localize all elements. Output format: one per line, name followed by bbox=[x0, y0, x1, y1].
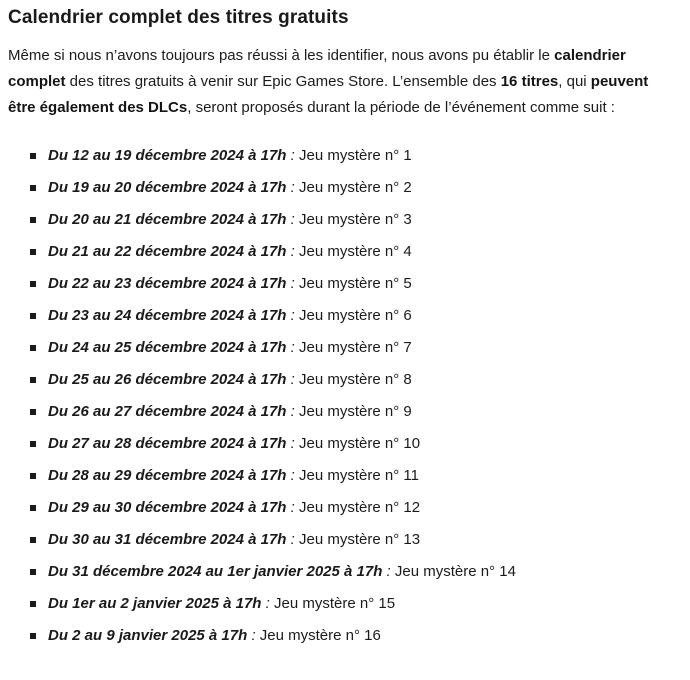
intro-paragraph bbox=[8, 43, 670, 121]
square-bullet-icon bbox=[30, 473, 36, 479]
square-bullet-icon bbox=[30, 633, 36, 639]
schedule-item-label: Jeu mystère n° 16 bbox=[259, 627, 381, 644]
schedule-item-separator: : bbox=[286, 307, 299, 324]
schedule-item-separator: : bbox=[286, 243, 299, 260]
square-bullet-icon bbox=[30, 409, 36, 415]
schedule-item-label: Jeu mystère n° 10 bbox=[299, 435, 421, 452]
square-bullet-icon bbox=[30, 345, 36, 351]
schedule-item bbox=[30, 274, 670, 294]
intro-bold-text: peuvent être également des DLCs bbox=[8, 73, 649, 116]
schedule-item-separator: : bbox=[286, 371, 299, 388]
square-bullet-icon bbox=[30, 601, 36, 607]
schedule-item-label: Jeu mystère n° 8 bbox=[299, 371, 412, 388]
schedule-item-label: Jeu mystère n° 15 bbox=[273, 595, 396, 612]
schedule-item-separator: : bbox=[286, 435, 299, 452]
square-bullet-icon bbox=[30, 441, 36, 447]
schedule-item-date: Du 27 au 28 décembre 2024 à 17h bbox=[48, 435, 287, 452]
schedule-item-separator: : bbox=[261, 595, 274, 612]
schedule-item bbox=[30, 626, 670, 646]
square-bullet-icon bbox=[30, 569, 36, 575]
schedule-item-separator: : bbox=[286, 147, 299, 164]
square-bullet-icon bbox=[30, 185, 36, 191]
schedule-item-label: Jeu mystère n° 14 bbox=[394, 563, 516, 580]
schedule-item-date: Du 2 au 9 janvier 2025 à 17h bbox=[48, 627, 248, 644]
schedule-item-separator: : bbox=[247, 627, 260, 644]
schedule-item-separator: : bbox=[286, 275, 299, 292]
schedule-item-label: Jeu mystère n° 6 bbox=[299, 307, 412, 324]
schedule-item bbox=[30, 306, 670, 326]
intro-text: , seront proposés durant la période de l’événement comme suit : bbox=[187, 99, 615, 116]
schedule-item-date: Du 30 au 31 décembre 2024 à 17h bbox=[48, 531, 287, 548]
schedule-item bbox=[30, 466, 670, 486]
schedule-item-label: Jeu mystère n° 5 bbox=[299, 275, 412, 292]
schedule-item-date: Du 21 au 22 décembre 2024 à 17h bbox=[48, 243, 287, 260]
schedule-item bbox=[30, 146, 670, 166]
schedule-item-date: Du 20 au 21 décembre 2024 à 17h bbox=[48, 211, 287, 228]
schedule-item bbox=[30, 562, 670, 582]
intro-bold-text: 16 titres bbox=[500, 73, 559, 90]
schedule-item bbox=[30, 210, 670, 230]
schedule-item-label: Jeu mystère n° 3 bbox=[299, 211, 412, 228]
square-bullet-icon bbox=[30, 153, 36, 159]
schedule-item-date: Du 25 au 26 décembre 2024 à 17h bbox=[48, 371, 287, 388]
schedule-item-date: Du 19 au 20 décembre 2024 à 17h bbox=[48, 179, 287, 196]
schedule-item bbox=[30, 498, 670, 518]
schedule-item-date: Du 24 au 25 décembre 2024 à 17h bbox=[48, 339, 287, 356]
schedule-item-date: Du 29 au 30 décembre 2024 à 17h bbox=[48, 499, 287, 516]
intro-text: , qui bbox=[558, 73, 591, 90]
schedule-item bbox=[30, 434, 670, 454]
square-bullet-icon bbox=[30, 377, 36, 383]
schedule-item-date: Du 26 au 27 décembre 2024 à 17h bbox=[48, 403, 287, 420]
schedule-item-date: Du 12 au 19 décembre 2024 à 17h bbox=[48, 147, 287, 164]
schedule-item bbox=[30, 370, 670, 390]
section-title: Calendrier complet des titres gratuits bbox=[8, 7, 349, 28]
schedule-item bbox=[30, 338, 670, 358]
schedule-item-separator: : bbox=[286, 531, 299, 548]
schedule-item bbox=[30, 178, 670, 198]
schedule-item-separator: : bbox=[286, 499, 299, 516]
schedule-item bbox=[30, 530, 670, 550]
schedule-item-separator: : bbox=[286, 211, 299, 228]
intro-text: Même si nous n’avons toujours pas réussi à les identifier, nous avons pu établir le bbox=[8, 47, 555, 64]
intro-text: des titres gratuits à venir sur Epic Games Store. L’ensemble des bbox=[65, 73, 501, 90]
schedule-item bbox=[30, 402, 670, 422]
schedule-item-date: Du 1er au 2 janvier 2025 à 17h bbox=[48, 595, 262, 612]
square-bullet-icon bbox=[30, 217, 36, 223]
schedule-item-separator: : bbox=[382, 563, 395, 580]
schedule-item-separator: : bbox=[286, 467, 299, 484]
schedule-item-date: Du 22 au 23 décembre 2024 à 17h bbox=[48, 275, 287, 292]
schedule-item-separator: : bbox=[286, 339, 299, 356]
schedule-item-date: Du 31 décembre 2024 au 1er janvier 2025 à 17h bbox=[48, 563, 383, 580]
schedule-item-date: Du 28 au 29 décembre 2024 à 17h bbox=[48, 467, 287, 484]
schedule-item-label: Jeu mystère n° 12 bbox=[299, 499, 421, 516]
schedule-item bbox=[30, 594, 670, 614]
schedule-list bbox=[8, 146, 670, 646]
square-bullet-icon bbox=[30, 249, 36, 255]
square-bullet-icon bbox=[30, 313, 36, 319]
intro-bold-text: calendrier complet bbox=[8, 47, 626, 90]
schedule-item-label: Jeu mystère n° 4 bbox=[299, 243, 412, 260]
schedule-item-label: Jeu mystère n° 2 bbox=[299, 179, 412, 196]
square-bullet-icon bbox=[30, 505, 36, 511]
schedule-item-label: Jeu mystère n° 7 bbox=[299, 339, 412, 356]
schedule-item-date: Du 23 au 24 décembre 2024 à 17h bbox=[48, 307, 287, 324]
square-bullet-icon bbox=[30, 537, 36, 543]
schedule-item-label: Jeu mystère n° 9 bbox=[299, 403, 412, 420]
square-bullet-icon bbox=[30, 281, 36, 287]
schedule-item-label: Jeu mystère n° 11 bbox=[299, 467, 419, 484]
schedule-item-label: Jeu mystère n° 13 bbox=[299, 531, 421, 548]
schedule-item-separator: : bbox=[286, 179, 299, 196]
schedule-item-separator: : bbox=[286, 403, 299, 420]
schedule-item-label: Jeu mystère n° 1 bbox=[299, 147, 412, 164]
schedule-item bbox=[30, 242, 670, 262]
